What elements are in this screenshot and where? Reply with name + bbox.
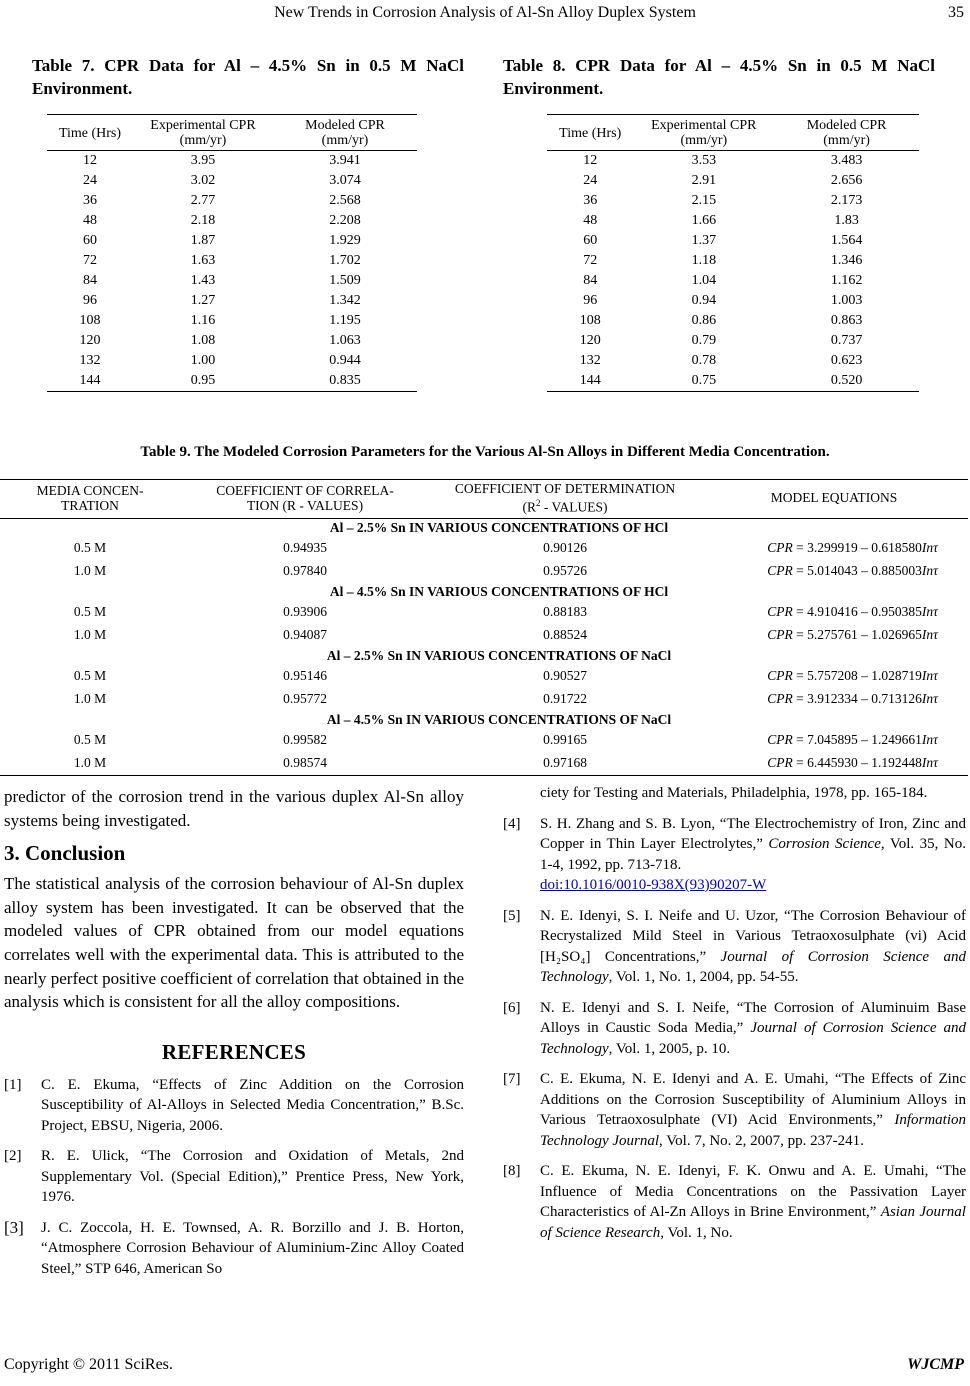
equation-variable: Inτ	[921, 563, 938, 578]
table9-row	[0, 665, 968, 688]
reference-item	[503, 1161, 966, 1243]
journal-abbrev: WJCMP	[907, 1356, 964, 1373]
table7-row	[47, 231, 417, 251]
table9-media: 0.5 M	[73, 668, 107, 683]
table7-row	[47, 251, 417, 271]
table8-cell: 0.75	[633, 371, 774, 392]
reference-number: [6]	[503, 999, 521, 1016]
table7-row	[47, 291, 417, 311]
equation-lhs: CPR	[767, 563, 793, 578]
table9-r-value: 0.95146	[283, 668, 327, 683]
table7-cell: 0.835	[273, 371, 417, 392]
table7-cell: 1.08	[190, 333, 216, 348]
table9-group-title: Al – 4.5% Sn IN VARIOUS CONCENTRATIONS OF HCl	[329, 583, 669, 599]
equation-lhs: CPR	[767, 604, 793, 619]
table8-cell: 144	[547, 371, 633, 392]
table7-cell: 132	[79, 353, 101, 368]
equation-constant: 4.910416	[807, 604, 858, 619]
table7-cell: 3.074	[329, 173, 361, 188]
table8-row	[547, 371, 919, 392]
table8-cell: 0.623	[830, 353, 863, 368]
table9-group-title: Al – 4.5% Sn IN VARIOUS CONCENTRATIONS OF NaCl	[326, 711, 672, 727]
reference-journal: Asian Journal of Science Research	[540, 1204, 966, 1241]
table9-model-equation	[700, 729, 968, 752]
table8-cell: 48	[583, 213, 598, 228]
reference-journal: Information Technology Journal	[540, 1112, 966, 1149]
table7-cell: 2.18	[190, 213, 216, 228]
equation-coefficient: 0.885003	[871, 563, 922, 578]
table9-r2-value: 0.88183	[543, 604, 587, 619]
table9-media: 0.5 M	[73, 732, 107, 747]
table8-cell: 96	[583, 293, 598, 308]
reference-item	[503, 998, 966, 1060]
reference-number: [3]	[4, 1217, 24, 1237]
table8-cell: 0.737	[830, 333, 863, 348]
reference-text	[41, 1218, 464, 1280]
table9-group-row	[0, 647, 968, 665]
reference-text	[540, 1161, 966, 1243]
reference-item	[503, 783, 966, 804]
equation-variable: Inτ	[921, 627, 938, 642]
equation-coefficient: 1.028719	[871, 668, 922, 683]
table9-r2-value: 0.90126	[543, 540, 587, 555]
equation-variable: Inτ	[921, 540, 938, 555]
table7-row	[47, 351, 417, 371]
equation-sign: –	[857, 563, 872, 578]
equation-variable: Inτ	[921, 604, 938, 619]
reference-text	[41, 1075, 464, 1137]
table7-cell: 3.02	[190, 173, 216, 188]
table9-group-row	[0, 518, 968, 537]
table7	[47, 114, 417, 392]
reference-text	[540, 1069, 966, 1151]
table9-header-media: MEDIA CONCEN- TRATION	[0, 480, 180, 519]
paragraph-continued: predictor of the corrosion trend in the various duplex Al-Sn alloy systems being investigated.	[4, 787, 464, 830]
table8-cell: 3.53	[691, 153, 717, 168]
table7-cell: 2.77	[190, 193, 216, 208]
table7-cell: 0.944	[329, 353, 361, 368]
table9-r-value: 0.99582	[283, 732, 327, 747]
table9-row	[0, 624, 968, 647]
equation-lhs: CPR	[767, 540, 793, 555]
table9-r2-value: 0.90527	[543, 668, 587, 683]
table7-cell: 120	[79, 333, 101, 348]
equation-sign: –	[857, 732, 872, 747]
table8-cell: 24	[583, 173, 598, 188]
table8-cell: 108	[579, 313, 601, 328]
table8-row	[547, 191, 919, 211]
table8-cell: 132	[579, 353, 601, 368]
table8-row	[547, 311, 919, 331]
table7-cell: 0.95	[133, 371, 273, 392]
table9-header-r: COEFFICIENT OF CORRELA- TION (R - VALUES)	[180, 480, 430, 519]
table8-cell: 72	[583, 253, 598, 268]
equation-equals: =	[792, 755, 808, 770]
table9-model-equation	[700, 752, 968, 776]
table9-r-value: 0.95772	[283, 691, 327, 706]
reference-text-part: ciety for Testing and Materials, Philadelphia, 1978, pp. 165-184.	[540, 785, 928, 801]
table9-row	[0, 560, 968, 583]
table8-cell: 120	[579, 333, 601, 348]
conclusion-paragraph: The statistical analysis of the corrosion behaviour of Al-Sn duplex alloy system has been investigated. It can be observed that the modeled values of CPR obtained from our model equations correlates well with the experimental data. This is attributed to the nearly perfect positive coefficient of correlation that obtained in the analysis which is consistent for all the alloy compositions.	[4, 874, 464, 1012]
equation-coefficient: 0.713126	[871, 691, 922, 706]
reference-text-part: J. C. Zoccola, H. E. Townsed, A. R. Borzillo and J. B. Horton, “Atmosphere Corrosion Behaviour of Aluminium-Zinc Alloy Coated Steel,” STP 646, American So	[41, 1219, 464, 1277]
table8-row	[547, 291, 919, 311]
table7-cell: 96	[83, 293, 97, 308]
equation-lhs: CPR	[767, 691, 793, 706]
reference-text-pre: C. E. Ekuma, “Effects of Zinc Addition on the Corrosion Susceptibility of Al-Alloys in Selected Media Concentration,” B.Sc. Project, EBSU, Nigeria, 2006.	[41, 1076, 464, 1134]
equation-coefficient: 0.618580	[871, 540, 922, 555]
equation-equals: =	[792, 563, 808, 578]
table9-model-equation	[700, 601, 968, 624]
table9-row	[0, 688, 968, 711]
section-heading-conclusion: 3. Conclusion	[4, 841, 126, 866]
table8-header-modeled: Modeled CPR (mm/yr)	[774, 115, 919, 151]
table7-header-experimental: Experimental CPR (mm/yr)	[133, 115, 273, 151]
equation-lhs: CPR	[767, 627, 793, 642]
table9-model-equation	[700, 688, 968, 711]
table7-cell: 36	[83, 193, 97, 208]
reference-text-pre: N. E. Idenyi and S. I. Neife, “The Corrosion of Aluminuim Base Alloys in Caustic Soda Media,”	[540, 999, 966, 1036]
reference-text-pre: C. E. Ekuma, N. E. Idenyi, F. K. Onwu and A. E. Umahi, “The Influence of Media Concentrations on the Passivation Layer Characteristics of Al-Zn Alloys in Brine Environment,”	[540, 1163, 966, 1220]
table8-cell: 0.520	[774, 371, 919, 392]
reference-text	[540, 783, 966, 804]
table9-media: 1.0 M	[73, 563, 107, 578]
reference-item	[4, 1218, 464, 1280]
table9-r-value: 0.94935	[283, 540, 327, 555]
reference-text	[540, 814, 966, 896]
table8-cell: 3.483	[830, 153, 863, 168]
table9-r-value: 0.98574	[180, 752, 430, 776]
table8-cell: 0.863	[830, 313, 863, 328]
table7-row	[47, 311, 417, 331]
table7-cell: 3.941	[329, 153, 361, 168]
table8-row	[547, 211, 919, 231]
table9-media: 0.5 M	[73, 604, 107, 619]
table7-row	[47, 151, 417, 172]
reference-text	[540, 998, 966, 1060]
equation-equals: =	[792, 691, 808, 706]
equation-constant: 7.045895	[807, 732, 858, 747]
table8-cell: 2.91	[691, 173, 717, 188]
equation-coefficient: 0.950385	[871, 604, 922, 619]
table9-r2-value: 0.95726	[543, 563, 587, 578]
references-heading: REFERENCES	[161, 1039, 307, 1064]
reference-number: [5]	[503, 907, 521, 924]
table9-caption: Table 9. The Modeled Corrosion Parameters for the Various Al-Sn Alloys in Different Media Concentration.	[140, 444, 830, 460]
table9-r-value: 0.97840	[283, 563, 327, 578]
reference-number	[503, 783, 540, 804]
table7-cell: 60	[83, 233, 97, 248]
reference-text-pre: S. H. Zhang and S. B. Lyon, “The Electrochemistry of Iron, Zinc and Copper in Thin Layer Electrolytes,”	[540, 815, 966, 852]
table9-media: 1.0 M	[73, 627, 107, 642]
table8-row	[547, 351, 919, 371]
reference-text-post: , Vol. 35, No. 1-4, 1992, pp. 713-718.	[540, 836, 966, 873]
table7-cell: 1.00	[190, 353, 216, 368]
table9-group-row	[0, 583, 968, 601]
equation-lhs: CPR	[767, 732, 793, 747]
table8-cell: 1.346	[830, 253, 863, 268]
table8-cell: 2.15	[691, 193, 717, 208]
table8-cell: 84	[583, 273, 598, 288]
equation-sign: –	[857, 755, 872, 770]
right-column	[503, 783, 966, 1253]
table7-row	[47, 171, 417, 191]
table7-cell: 1.63	[190, 253, 216, 268]
table9-r2-value: 0.88524	[543, 627, 587, 642]
table7-row	[47, 271, 417, 291]
equation-coefficient: 1.026965	[871, 627, 922, 642]
table9-group-title: Al – 2.5% Sn IN VARIOUS CONCENTRATIONS OF NaCl	[326, 647, 672, 663]
table7-row	[47, 371, 417, 392]
reference-text-post: , Vol. 1, No. 1, 2004, pp. 54-55.	[608, 969, 799, 985]
table8-row	[547, 271, 919, 291]
table9-r-value: 0.93906	[283, 604, 327, 619]
table8-cell: 0.78	[691, 353, 717, 368]
table9-r-value: 0.94087	[283, 627, 327, 642]
table8-cell: 12	[583, 153, 598, 168]
equation-coefficient: 1.192448	[871, 755, 922, 770]
table7-cell: 12	[83, 153, 97, 168]
table7-header-time: Time (Hrs)	[47, 115, 133, 151]
equation-constant: 3.912334	[807, 691, 858, 706]
equation-constant: 5.757208	[807, 668, 858, 683]
page-number: 35	[948, 4, 964, 21]
table7-cell: 1.929	[329, 233, 361, 248]
equation-sign: –	[857, 627, 872, 642]
reference-journal: Journal of Corrosion Science and Technology	[540, 1020, 966, 1057]
table7-row	[47, 331, 417, 351]
table8-cell: 1.83	[834, 213, 859, 228]
equation-variable: Inτ	[921, 668, 938, 683]
table9-group-row	[0, 711, 968, 729]
table9-row	[0, 729, 968, 752]
reference-number: [2]	[4, 1148, 22, 1165]
reference-text-post: , Vol. 7, No. 2, 2007, pp. 237-241.	[659, 1132, 864, 1149]
equation-coefficient: 1.249661	[871, 732, 922, 747]
reference-text-pre: C. E. Ekuma, N. E. Idenyi and A. E. Umahi, “The Effects of Zinc Additions on the Corrosion Susceptibility of Aluminium Alloys in Various Tetraoxosulphate (VI) Acid Environments,”	[540, 1071, 966, 1128]
table8-cell: 1.162	[830, 273, 863, 288]
table7-cell: 144	[47, 371, 133, 392]
table7-cell: 3.95	[190, 153, 216, 168]
running-title: New Trends in Corrosion Analysis of Al-Sn Alloy Duplex System	[274, 4, 696, 21]
table8-header-time: Time (Hrs)	[547, 115, 633, 151]
table9-model-equation	[700, 665, 968, 688]
table8-cell: 2.656	[830, 173, 863, 188]
reference-number: [4]	[503, 815, 521, 832]
table9-row	[0, 601, 968, 624]
reference-text	[540, 906, 966, 988]
doi-link[interactable]: doi:10.1016/0010-938X(93)90207-W	[540, 877, 767, 893]
table8-row	[547, 251, 919, 271]
table9-model-equation	[700, 624, 968, 647]
table7-cell: 1.43	[190, 273, 216, 288]
reference-text-post: , Vol. 1, 2005, p. 10.	[608, 1040, 731, 1057]
equation-sign: –	[857, 604, 872, 619]
references-list-left	[4, 1075, 464, 1280]
equation-sign: –	[857, 540, 872, 555]
table7-cell: 1.342	[329, 293, 361, 308]
equation-equals: =	[792, 732, 808, 747]
table9-row	[0, 537, 968, 560]
table7-cell: 1.063	[329, 333, 361, 348]
equation-variable: Inτ	[921, 732, 938, 747]
table8-row	[547, 171, 919, 191]
table7-row	[47, 191, 417, 211]
reference-item	[503, 906, 966, 988]
reference-text-pre: N. E. Idenyi, S. I. Neife and U. Uzor, “The Corrosion Behaviour of Recrystalized Mild Steel in Various Tetraoxosulphate (vi) Acid [H₂SO₄] Concentrations,”	[540, 907, 966, 965]
table9-media: 1.0 M	[0, 752, 180, 776]
equation-constant: 5.014043	[807, 563, 858, 578]
reference-journal: Journal of Corrosion Science and Technology	[540, 948, 966, 985]
table7-cell: 108	[79, 313, 101, 328]
reference-item	[4, 1075, 464, 1137]
table9-media: 1.0 M	[73, 691, 107, 706]
table8-cell: 1.04	[691, 273, 717, 288]
table7-cell: 1.702	[329, 253, 361, 268]
table8-row	[547, 231, 919, 251]
reference-item	[4, 1146, 464, 1208]
table8-cell: 2.173	[830, 193, 863, 208]
table7-row	[47, 211, 417, 231]
table7-cell: 1.509	[329, 273, 361, 288]
table9-model-equation	[700, 537, 968, 560]
table8-cell: 1.003	[830, 293, 863, 308]
table8-row	[547, 151, 919, 172]
table8-cell: 36	[583, 193, 598, 208]
table9-model-equation	[700, 560, 968, 583]
references-list-right	[503, 783, 966, 1243]
table9-group-title: Al – 2.5% Sn IN VARIOUS CONCENTRATIONS OF HCl	[329, 519, 669, 535]
reference-item	[503, 814, 966, 896]
equation-constant: 3.299919	[807, 540, 858, 555]
reference-text-pre: R. E. Ulick, “The Corrosion and Oxidation of Metals, 2nd Supplementary Vol. (Special Edition),” Prentice Press, New York, 1976.	[41, 1148, 464, 1206]
equation-sign: –	[857, 691, 872, 706]
table8-row	[547, 331, 919, 351]
table8-caption: Table 8. CPR Data for Al – 4.5% Sn in 0.5 M NaCl Environment.	[503, 56, 935, 98]
copyright: Copyright © 2011 SciRes.	[4, 1356, 173, 1373]
reference-number: [7]	[503, 1071, 521, 1087]
table8	[547, 114, 919, 392]
table8-header-experimental: Experimental CPR (mm/yr)	[633, 115, 774, 151]
equation-equals: =	[792, 540, 808, 555]
table7-cell: 48	[83, 213, 97, 228]
table9-r2-value: 0.91722	[543, 691, 587, 706]
table9-media: 0.5 M	[73, 540, 107, 555]
equation-variable: Inτ	[921, 691, 938, 706]
equation-sign: –	[857, 668, 872, 683]
table7-cell: 2.208	[329, 213, 361, 228]
table7-cell: 1.195	[329, 313, 361, 328]
table8-cell: 1.37	[691, 233, 717, 248]
table7-caption: Table 7. CPR Data for Al – 4.5% Sn in 0.5 M NaCl Environment.	[32, 56, 464, 98]
equation-lhs: CPR	[767, 668, 793, 683]
table8-cell: 1.564	[830, 233, 863, 248]
table7-header-modeled: Modeled CPR (mm/yr)	[273, 115, 417, 151]
reference-item	[503, 1069, 966, 1151]
table8-cell: 0.94	[691, 293, 717, 308]
equation-equals: =	[792, 668, 808, 683]
table8-cell: 0.86	[691, 313, 717, 328]
left-column	[4, 785, 464, 1289]
table7-cell: 1.87	[190, 233, 216, 248]
table7-cell: 1.27	[190, 293, 216, 308]
equation-lhs: CPR	[767, 755, 793, 770]
table9	[0, 479, 968, 776]
table9-header-equations: MODEL EQUATIONS	[700, 480, 968, 519]
table7-cell: 84	[83, 273, 97, 288]
table9-r2-value: 0.99165	[543, 732, 587, 747]
equation-constant: 5.275761	[807, 627, 858, 642]
reference-number: [1]	[4, 1076, 22, 1093]
table8-cell: 60	[583, 233, 598, 248]
reference-journal: Corrosion Science	[768, 836, 881, 852]
table8-cell: 1.66	[691, 213, 717, 228]
reference-text-post: , Vol. 1, No.	[660, 1224, 733, 1241]
equation-constant: 6.445930	[807, 755, 858, 770]
reference-text	[41, 1146, 464, 1208]
equation-equals: =	[792, 604, 808, 619]
equation-equals: =	[792, 627, 808, 642]
table8-cell: 1.18	[691, 253, 717, 268]
table7-cell: 24	[83, 173, 97, 188]
table7-cell: 72	[83, 253, 97, 268]
table7-cell: 1.16	[190, 313, 216, 328]
reference-number: [8]	[503, 1163, 521, 1179]
table9-r2-value: 0.97168	[430, 752, 700, 776]
table9-header-r2: COEFFICIENT OF DETERMINATION ($R^2$ - VALUES)	[430, 480, 700, 519]
table8-cell: 0.79	[691, 333, 717, 348]
equation-variable: Inτ	[921, 755, 938, 770]
table9-row	[0, 752, 968, 776]
table7-cell: 2.568	[329, 193, 361, 208]
